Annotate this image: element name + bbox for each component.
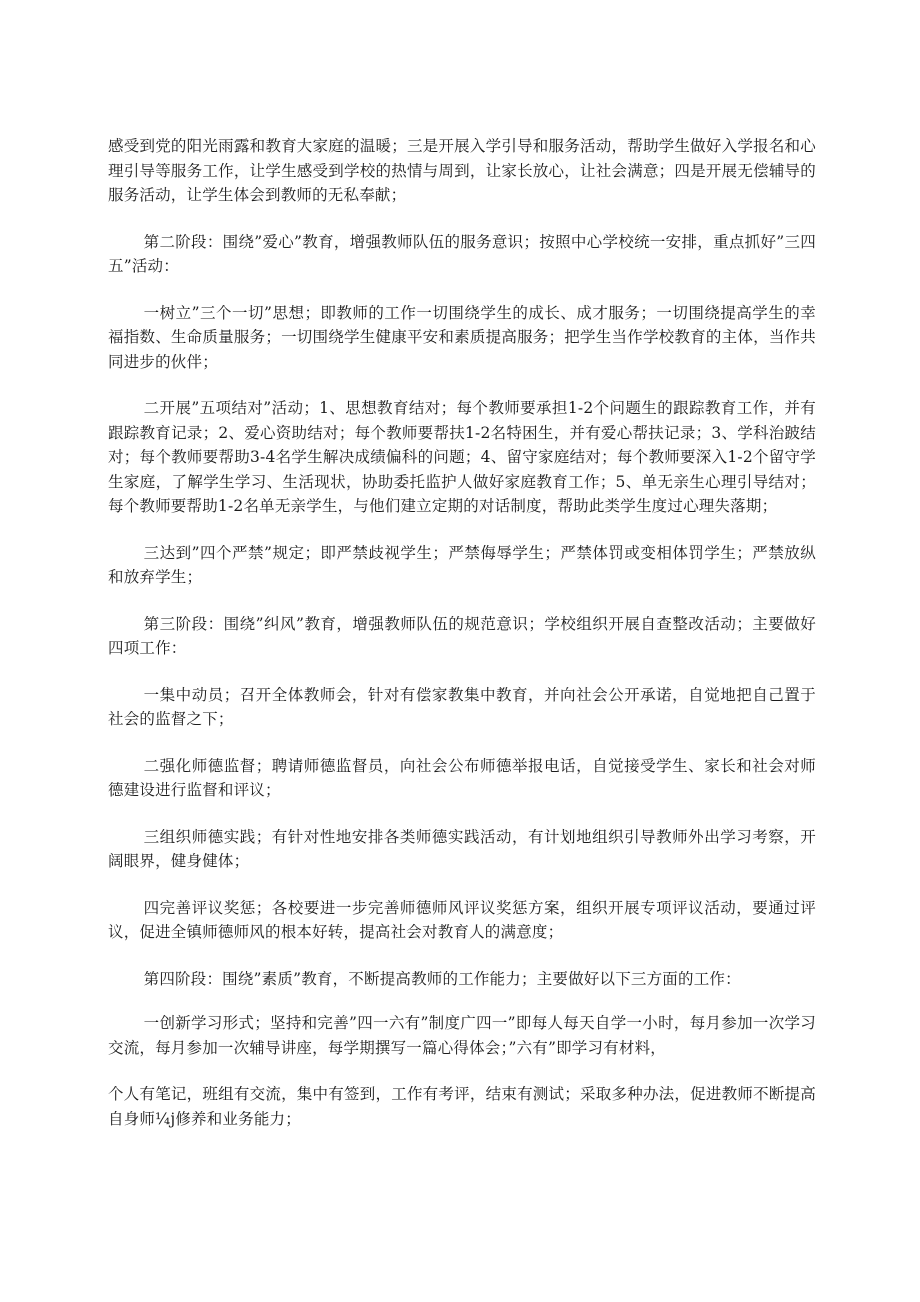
paragraph-stage-two: 第二阶段：围绕”爱心”教育，增强教师队伍的服务意识；按照中心学校统一安排，重点抓好”三四五”活动： <box>108 232 816 275</box>
paragraph-five-pairings: 二开展”五项结对”活动；1、思想教育结对；每个教师要承担1-2个问题生的跟踪教育工作，并有跟踪教育记录；2、爱心资助结对；每个教师要帮扶1-2名特困生，并有爱心帮扶记录；3、学科治跛结对；每个教师要帮助3-4名学生解决成绩偏科的问题；4、留守家庭结对；每个教师要深入1-2个留守学生家庭，了解学生学习、生活现状，协助委托监护人做好家庭教育工作；5、单无亲生心理引导结对；每个教师要帮助1-2名单无亲学生，与他们建立定期的对话制度，帮助此类学生度过心理失落期； <box>108 399 816 515</box>
paragraph-stage-four: 第四阶段：围绕”素质”教育，不断提高教师的工作能力；主要做好以下三方面的工作： <box>143 969 741 988</box>
paragraph-evaluation: 四完善评议奖惩；各校要进一步完善师德师风评议奖惩方案，组织开展专项评议活动，要通过评议，促进全镇师德师风的根本好转，提高社会对教育人的满意度； <box>108 898 816 941</box>
paragraph-practice: 三组织师德实践；有针对性地安排各类师德实践活动，有计划地组织引导教师外出学习考察，开阔眼界，健身健体； <box>108 827 816 870</box>
paragraph-supervision: 二强化师德监督；聘请师德监督员，向社会公布师德举报电话，自觉接受学生、家长和社会对师德建设进行监督和评议； <box>108 756 816 799</box>
paragraph-1: 感受到党的阳光雨露和教育大家庭的温暖；三是开展入学引导和服务活动，帮助学生做好入学报名和心理引导等服务工作，让学生感受到学校的热情与周到，让家长放心，让社会满意；四是开展无偿辅导的服务活动，让学生体会到教师的无私奉献； <box>108 137 816 204</box>
paragraph-three-all: 一树立”三个一切”思想；即教师的工作一切围绕学生的成长、成才服务；一切围绕提高学生的幸福指数、生命质量服务；一切围绕学生健康平安和素质提高服务；把学生当作学校教育的主体，当作共同进步的伙伴； <box>108 303 816 371</box>
paragraph-continuation: 个人有笔记，班组有交流，集中有签到，工作有考评，结束有测试；采取多种办法，促进教师不断提高自身师¼j修养和业务能力； <box>108 1085 816 1128</box>
paragraph-learning-forms: 一创新学习形式；坚持和完善”四一六有”制度广四一”即每人每天自学一小时，每月参加一次学习交流，每月参加一次辅导讲座，每学期撰写一篇心得体会；”六有”即学习有材料， <box>108 1014 816 1057</box>
document-body <box>108 134 816 1153</box>
paragraph-four-prohibitions: 三达到”四个严禁”规定；即严禁歧视学生；严禁侮辱学生；严禁体罚或变相体罚学生；严禁放纵和放弃学生； <box>108 543 816 586</box>
paragraph-mobilization: 一集中动员；召开全体教师会，针对有偿家教集中教育，并向社会公开承诺，自觉地把自己置于社会的监督之下； <box>108 685 816 728</box>
paragraph-stage-three: 第三阶段：围绕”纠风”教育，增强教师队伍的规范意识；学校组织开展自查整改活动；主要做好四项工作： <box>108 614 816 657</box>
